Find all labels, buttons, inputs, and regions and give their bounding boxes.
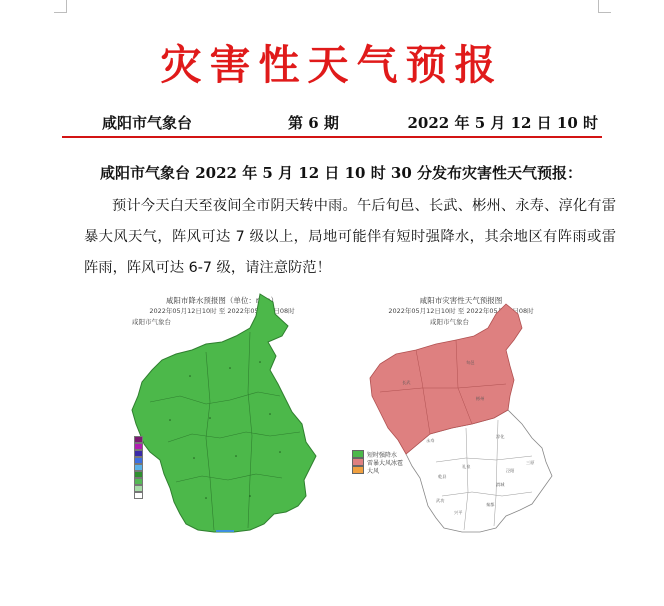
place-label: 渭城 bbox=[496, 482, 505, 487]
legend-label: 短时强降水 bbox=[367, 451, 398, 459]
document-title: 灾害性天气预报 bbox=[160, 41, 504, 89]
legend-swatch bbox=[352, 458, 364, 466]
legend-label: 大风 bbox=[367, 467, 380, 475]
legend-swatch bbox=[352, 466, 364, 474]
page-corner-mark bbox=[598, 0, 611, 13]
scale-swatch bbox=[134, 450, 143, 457]
scale-swatch bbox=[134, 443, 143, 450]
scale-swatch bbox=[134, 436, 143, 443]
legend-item bbox=[352, 466, 403, 474]
place-label: 淳化 bbox=[496, 434, 505, 439]
scale-swatch bbox=[134, 492, 143, 499]
hazard-map-shape bbox=[346, 292, 576, 540]
place-label: 长武 bbox=[402, 380, 411, 385]
place-label: 永寿 bbox=[426, 438, 435, 443]
map-credit: 咸阳市气象台 bbox=[430, 318, 469, 326]
map-period: 2022年05月12日10时 至 2022年05月13日08时 bbox=[149, 307, 295, 315]
precipitation-map-shape bbox=[110, 292, 334, 540]
forecast-headline: 咸阳市气象台 2022 年 5 月 12 日 10 时 30 分发布灾害性天气预报： bbox=[100, 164, 583, 182]
map-credit: 咸阳市气象台 bbox=[132, 318, 171, 326]
forecast-body: 预计今天白天至夜间全市阴天转中雨。午后旬邑、长武、彬州、永寿、淳化有雷暴大风天气，阵风可达 7 级以上，局地可能伴有短时强降水，其余地区有阵雨或雷阵雨，阵风可达 6-7 级，请注意防范！ bbox=[84, 198, 616, 276]
precipitation-forecast-map bbox=[110, 292, 334, 540]
scale-swatch bbox=[134, 457, 143, 464]
map-title: 咸阳市灾害性天气预报图 bbox=[419, 296, 503, 305]
place-label: 乾县 bbox=[438, 474, 447, 479]
hazard-legend bbox=[352, 450, 403, 474]
place-label: 彬州 bbox=[476, 396, 485, 401]
place-label: 武功 bbox=[436, 498, 445, 503]
place-label: 兴平 bbox=[454, 510, 463, 515]
issue-number: 第 6 期 bbox=[288, 114, 339, 132]
place-label: 旬邑 bbox=[466, 360, 475, 365]
map-period: 2022年05月12日10时 至 2022年05月13日08时 bbox=[388, 307, 534, 315]
page-corner-mark bbox=[54, 0, 67, 13]
place-label: 礼泉 bbox=[462, 464, 471, 469]
precipitation-color-scale bbox=[134, 436, 143, 499]
place-label: 泾阳 bbox=[506, 468, 515, 473]
scale-swatch bbox=[134, 464, 143, 471]
legend-label: 雷暴大风冰雹 bbox=[367, 459, 404, 467]
hazard-forecast-map bbox=[346, 292, 576, 540]
issue-info-bar bbox=[62, 112, 602, 136]
place-label: 三原 bbox=[526, 460, 535, 465]
place-label: 秦都 bbox=[486, 502, 495, 507]
map-title: 咸阳市降水预报图（单位：mm） bbox=[165, 296, 279, 305]
red-divider-line bbox=[62, 136, 602, 138]
legend-swatch bbox=[352, 450, 364, 458]
scale-swatch bbox=[134, 478, 143, 485]
issuing-organization: 咸阳市气象台 bbox=[102, 114, 193, 132]
scale-swatch bbox=[134, 471, 143, 478]
issue-date: 2022 年 5 月 12 日 10 时 bbox=[407, 114, 598, 132]
scale-swatch bbox=[134, 485, 143, 492]
